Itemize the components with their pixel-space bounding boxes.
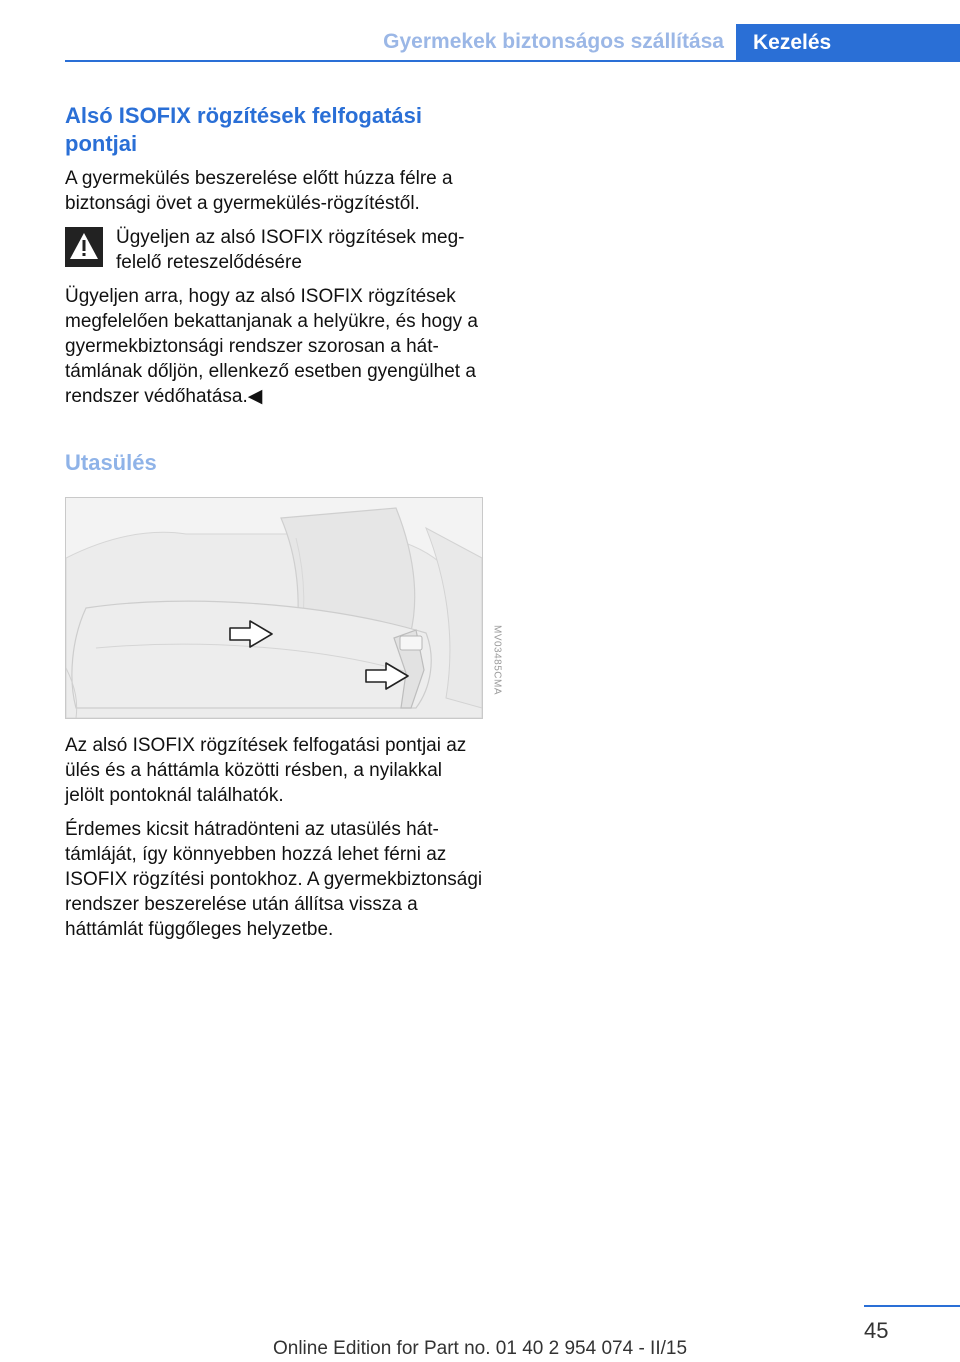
figure-description-paragraph: Az alsó ISOFIX rögzítések felfogatási pontjai az ülés és a háttámla közötti résben, a nyilakkal jelölt pontoknál találhatók. [65,735,467,806]
header-chapter-tab: Kezelés [736,24,960,61]
figure-code [490,620,504,700]
main-column [65,102,485,942]
section-title: Alsó ISOFIX rögzítések felfogatási pontjai [65,103,422,156]
svg-text:MV03485CMA: MV03485CMA [491,624,503,696]
intro-paragraph: A gyermekülés beszerelése előtt húzza félre a biztonsági övet a gyermekülés-rögzítéstől. [65,168,453,214]
page-number: 45 [864,1318,889,1343]
footer-rule [864,1305,960,1307]
warning-block [65,225,485,275]
warning-triangle-icon [65,227,103,267]
header-section-title: Gyermekek biztonságos szállítása [383,30,724,53]
warning-heading: Ügyeljen az alsó ISOFIX rögzítések megfelelő reteszelődésére [116,227,465,273]
recline-tip-paragraph: Érdemes kicsit hátradönteni az utasülés háttámláját, így könnyebben hozzá lehet férni az ISOFIX rögzítési pontokhoz. A gyermekbiztonsági rendszer beszerelése után állítsa vissza a háttámlát függőleges helyzetbe. [65,819,483,940]
seat-illustration [66,498,482,718]
footer-edition: Online Edition for Part no. 01 40 2 954 074 - II/15 [272,1338,688,1359]
warning-body: Ügyeljen arra, hogy az alsó ISOFIX rögzítések megfelelően bekattanjanak a helyükre, és hogy a gyermekbiztonsági rendszer szorosan a háttámlának dőljön, ellenkező esetben gyengülhet a rendszer védőhatása.◀ [65,286,478,407]
subsection-title: Utasülés [65,450,157,475]
seat-figure [65,497,483,719]
